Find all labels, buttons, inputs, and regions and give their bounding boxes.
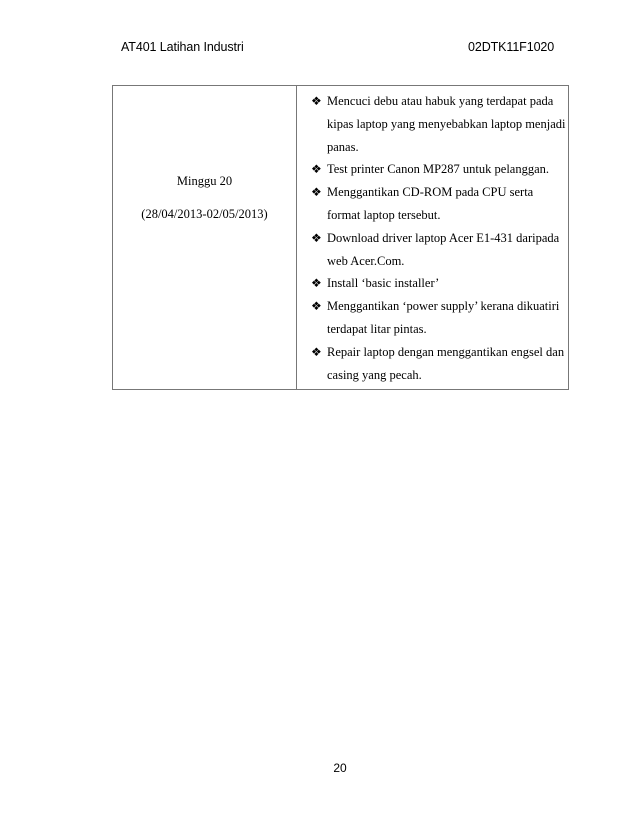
task-item [311, 158, 567, 181]
week-dates: (28/04/2013-02/05/2013) [141, 207, 268, 221]
task-item [311, 227, 567, 273]
task-item [311, 272, 567, 295]
diamond-bullet-icon: ❖ [311, 185, 322, 200]
task-text: Mencuci debu atau habuk yang terdapat pada kipas laptop yang menyebabkan laptop menjadi panas. [327, 94, 566, 154]
diamond-bullet-icon: ❖ [311, 299, 322, 314]
task-item [311, 295, 567, 341]
task-item [311, 90, 567, 158]
task-list [311, 90, 567, 386]
header-course: AT401 Latihan Industri [121, 40, 244, 54]
table-column-divider [296, 86, 297, 389]
task-text: Download driver laptop Acer E1-431 daripada web Acer.Com. [327, 230, 560, 268]
task-text: Menggantikan CD-ROM pada CPU serta format laptop tersebut. [327, 185, 534, 222]
diamond-bullet-icon: ❖ [311, 344, 322, 359]
diamond-bullet-icon: ❖ [311, 230, 322, 245]
diamond-bullet-icon: ❖ [311, 162, 322, 177]
task-item [311, 181, 567, 227]
diamond-bullet-icon: ❖ [311, 94, 322, 108]
page-number: 20 [333, 761, 347, 775]
task-item [311, 341, 567, 387]
task-text: Repair laptop dengan menggantikan engsel dan casing yang pecah. [327, 344, 565, 382]
week-title: Minggu 20 [176, 174, 233, 188]
task-text: Install ‘basic installer’ [327, 276, 440, 291]
weekly-log-table [112, 85, 569, 390]
task-text: Menggantikan ‘power supply’ kerana dikuatiri terdapat litar pintas. [327, 299, 560, 336]
diamond-bullet-icon: ❖ [311, 276, 322, 291]
task-text: Test printer Canon MP287 untuk pelanggan. [327, 162, 550, 177]
header-student-id: 02DTK11F1020 [468, 40, 555, 54]
